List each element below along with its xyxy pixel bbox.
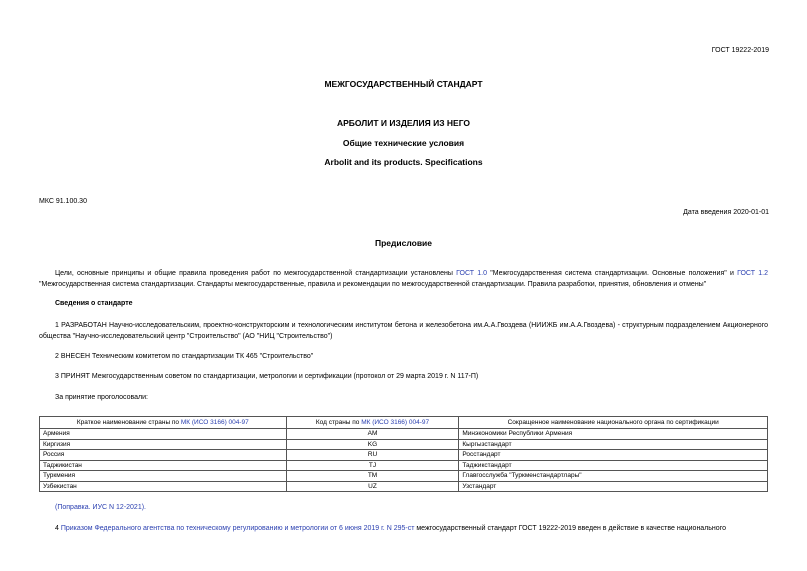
standard-type: МЕЖГОСУДАРСТВЕННЫЙ СТАНДАРТ (324, 79, 483, 89)
standard-subtitle: Общие технические условия (342, 138, 465, 148)
table-row: Армения AM Минэкономики Республики Армения (40, 429, 768, 440)
column-header-country: Краткое наименование страны по МК (ИСО 3166) 004-97 (40, 417, 287, 429)
gost-1-0-link[interactable]: ГОСТ 1.0 (456, 270, 488, 277)
item-1-developed: 1 РАЗРАБОТАН Научно-исследовательским, проектно-конструкторским и технологическим институтом бетона и железобетона им.А.А.Гвоздева (НИИЖБ им.А.А.Гвоздева) - структурным подразделением Акционерного общества "Научно-исследовательский центр "Строительство" (АО "НИЦ "Строительство") (39, 322, 768, 340)
foreword-text-1: Цели, основные принципы и общие правила проведения работ по межгосударственной стандартизации установлены (55, 270, 457, 277)
table-row: Таджикистан TJ Таджикстандарт (40, 460, 768, 471)
mk-iso-link[interactable]: МК (ИСО 3166) 004-97 (180, 419, 249, 426)
table-row: Киргизия KG Кыргызстандарт (40, 439, 768, 450)
voted-label: За принятие проголосовали: (55, 394, 148, 401)
item-3-adopted: 3 ПРИНЯТ Межгосударственным советом по стандартизации, метрологии и сертификации (протокол от 29 марта 2019 г. N 117-П) (55, 373, 479, 380)
table-row: Туркмения TM Главгосслужба "Туркменстандартлары" (40, 471, 768, 482)
table-header-row (40, 417, 768, 429)
foreword-paragraph (39, 268, 768, 290)
info-heading: Сведения о стандарте (55, 300, 133, 307)
voting-states-table (39, 416, 768, 492)
document-code: ГОСТ 19222-2019 (711, 47, 769, 54)
standard-title-english: Arbolit and its products. Specifications (324, 157, 483, 167)
table-row: Россия RU Росстандарт (40, 450, 768, 461)
foreword-text-3: "Межгосударственная система стандартизации. Стандарты межгосударственные, правила и рекомендации по межгосударственной стандартизации. Правила разработки, принятия, обновления и отмены" (39, 281, 707, 288)
foreword-heading: Предисловие (374, 238, 433, 248)
intro-date: Дата введения 2020-01-01 (683, 209, 769, 216)
standard-title: АРБОЛИТ И ИЗДЕЛИЯ ИЗ НЕГО (336, 118, 471, 128)
foreword-text-2: "Межгосударственная система стандартизации. Основные положения" и (487, 270, 738, 277)
gost-1-2-link[interactable]: ГОСТ 1.2 (737, 270, 768, 277)
item-4-enacted: 4 Приказом Федерального агентства по техническому регулированию и метрологии от 6 июня 2019 г. N 295-ст межгосударственный стандарт ГОСТ 19222-2019 введен в действие в качестве национального (55, 525, 726, 532)
column-header-code: Код страны по МК (ИСО 3166) 004-97 (286, 417, 459, 429)
mks-code: МКС 91.100.30 (39, 198, 87, 205)
mk-iso-link[interactable]: МК (ИСО 3166) 004-97 (361, 419, 430, 426)
column-header-authority: Сокращенное наименование национального органа по сертификации (459, 417, 768, 429)
amendment-link[interactable]: (Поправка. ИУС N 12-2021). (55, 504, 146, 511)
order-link[interactable]: Приказом Федерального агентства по техническому регулированию и метрологии от 6 июня 2019 г. N 295-ст (60, 525, 415, 532)
table-row: Узбекистан UZ Узстандарт (40, 481, 768, 492)
item-2-submitted: 2 ВНЕСЕН Техническим комитетом по стандартизации ТК 465 "Строительство" (55, 353, 314, 360)
